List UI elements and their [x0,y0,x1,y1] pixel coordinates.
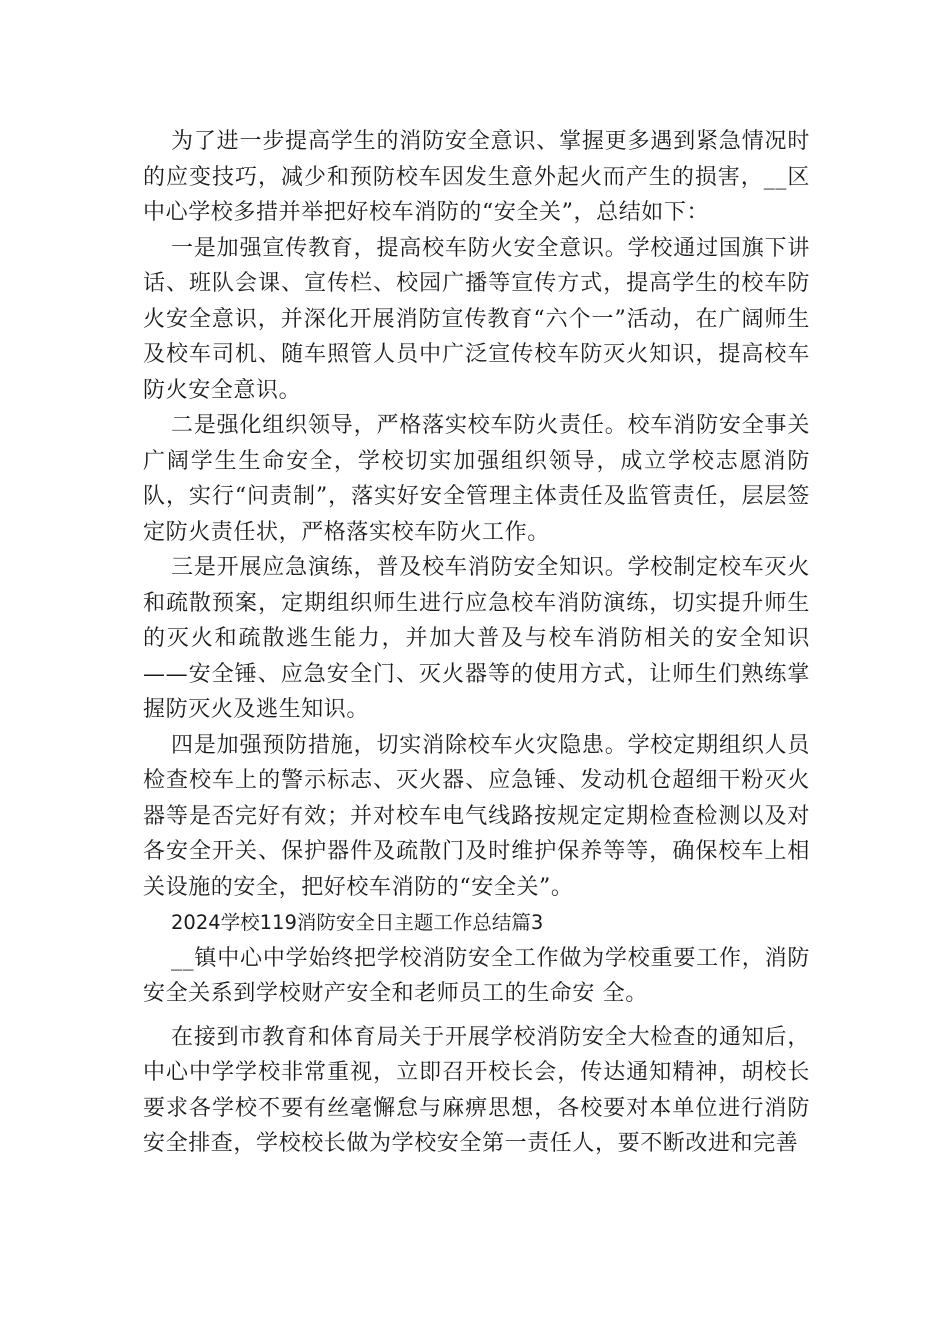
paragraph-point-four: 四是加强预防措施，切实消除校车火灾隐患。学校定期组织人员检查校车上的警示标志、灭火器、应急锤、发动机仓超细干粉灭火器等是否完好有效；并对校车电气线路按规定定期检查检测以及对各安全开关、保护器件及疏散门及时维护保养等等，确保校车上相关设施的安全，把好校车消防的“安全关”。 [143,732,810,900]
document-body [143,124,810,1162]
paragraph-intro: 为了进一步提高学生的消防安全意识、掌握更多遇到紧急情况时的应变技巧，减少和预防校车因发生意外起火而产生的损害，__区中心学校多措并举把好校车消防的“安全关”，总结如下： [143,129,810,225]
paragraph-point-three: 三是开展应急演练，普及校车消防安全知识。学校制定校车灭火和疏散预案，定期组织师生进行应急校车消防演练，切实提升师生的灭火和疏散逃生能力，并加大普及与校车消防相关的安全知识——安全锤、应急安全门、灭火器等的使用方式，让师生们熟练掌握防灭火及逃生知识。 [143,555,810,722]
paragraph-point-two: 二是强化组织领导，严格落实校车防火责任。校车消防安全事关广阔学生生命安全，学校切实加强组织领导，成立学校志愿消防队，实行“问责制”，落实好安全管理主体责任及监管责任，层层签定防火责任状，严格落实校车防火工作。 [143,413,810,545]
section-heading: 2024学校119消防安全日主题工作总结篇3 [171,911,544,934]
paragraph-inspection: 在接到市教育和体育局关于开展学校消防安全大检查的通知后，中心中学学校非常重视，立即召开校长会，传达通知精神，胡校长要求各学校不要有丝毫懈怠与麻痹思想，各校要对本单位进行消防安全排查，学校校长做为学校安全第一责任人，要不断改进和完善 [143,1024,810,1156]
paragraph-point-one: 一是加强宣传教育，提高校车防火安全意识。学校通过国旗下讲话、班队会课、宣传栏、校园广播等宣传方式，提高学生的校车防火安全意识，并深化开展消防宣传教育“六个一”活动，在广阔师生及校车司机、随车照管人员中广泛宣传校车防灭火知识，提高校车防火安全意识。 [143,235,810,403]
paragraph-section-intro: __镇中心中学始终把学校消防安全工作做为学校重要工作，消防安全关系到学校财产安全和老师员工的生命安 全。 [143,945,810,1006]
